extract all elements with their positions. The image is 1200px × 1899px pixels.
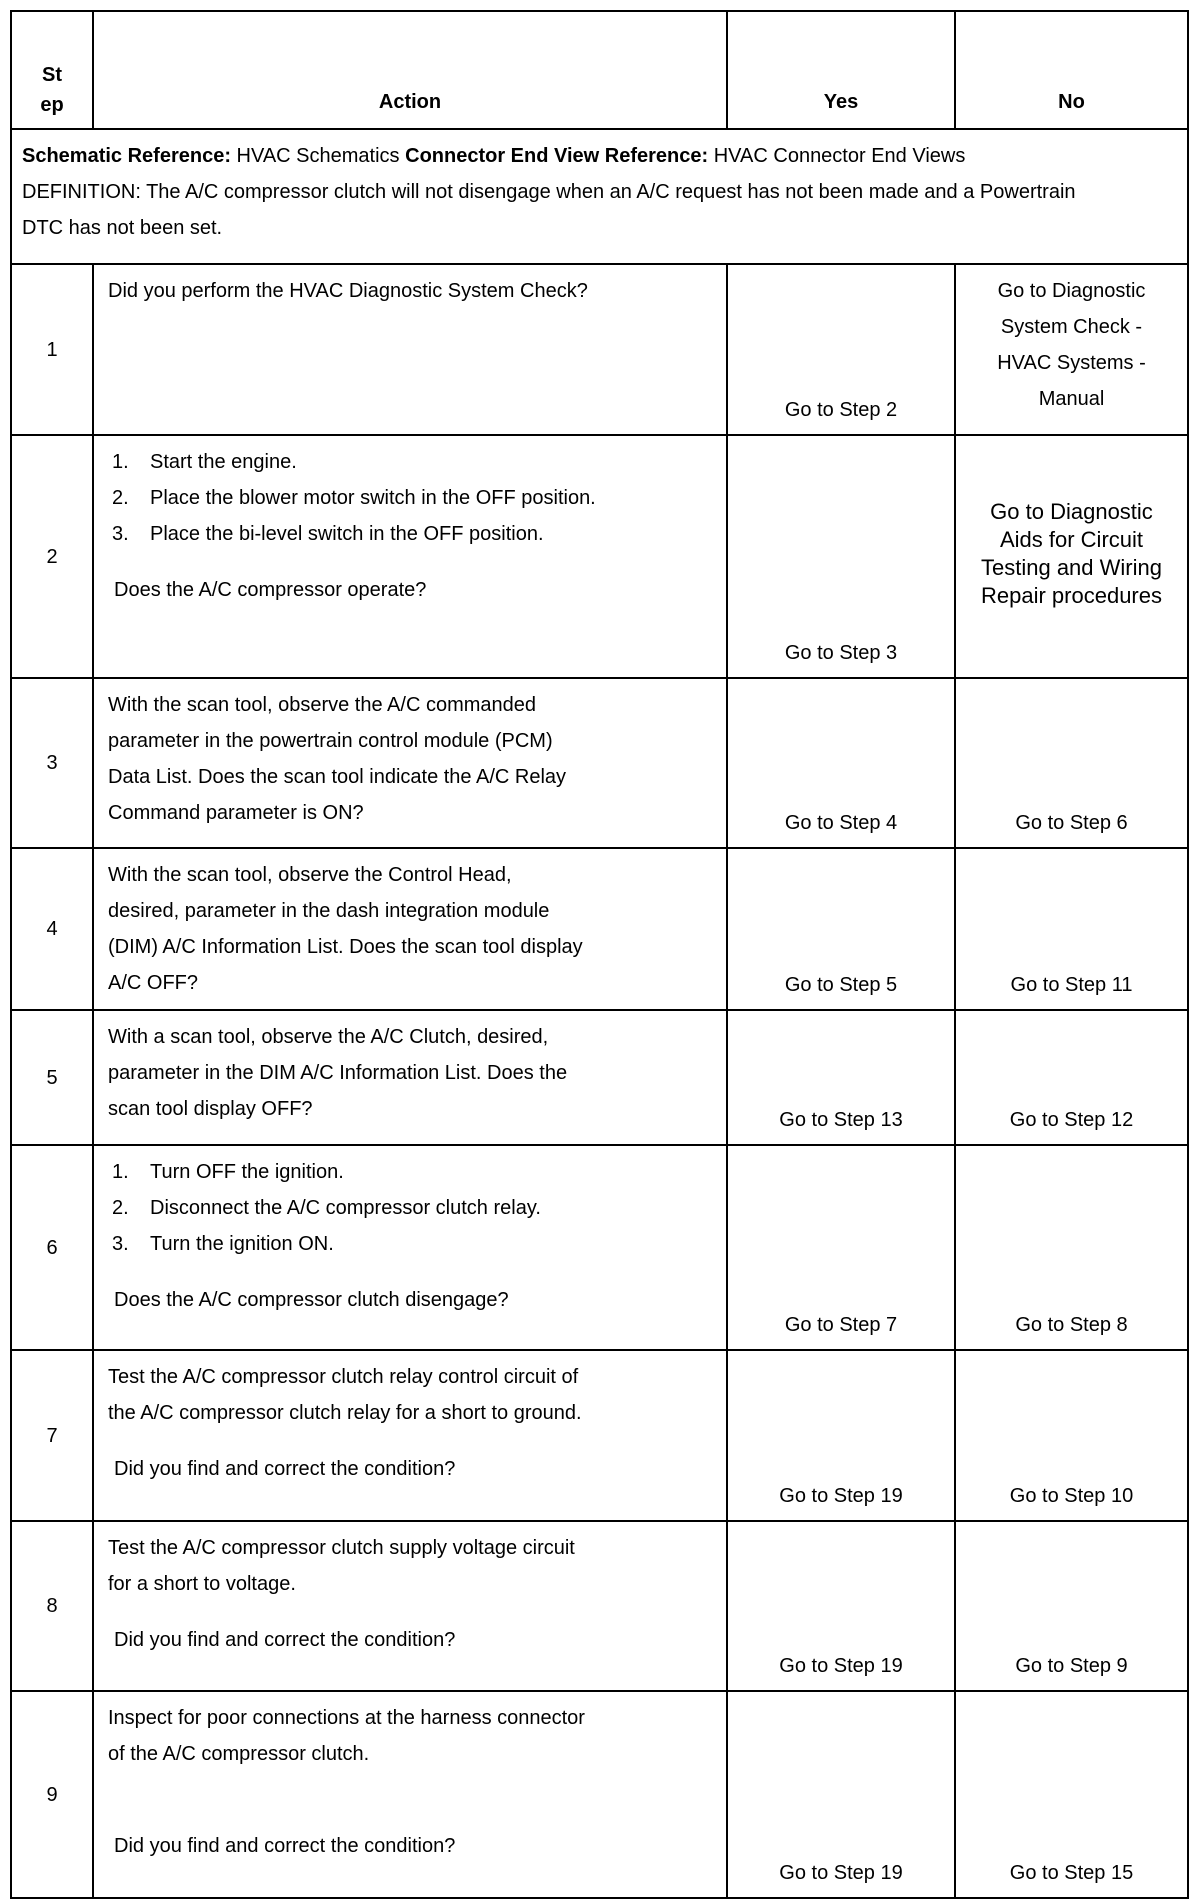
yes-link[interactable]: Go to Step 4 [727,678,955,848]
action-text: With a scan tool, observe the A/C Clutch, desired, parameter in the DIM A/C Information List. Does the scan tool display OFF? [108,1026,568,1120]
action-cell [93,264,727,435]
no-link[interactable]: Go to Step 12 [955,1010,1188,1145]
action-question: Does the A/C compressor clutch disengage? [114,1289,509,1311]
header-step: St ep [11,11,93,129]
connector-label: Connector End View Reference: [405,145,709,167]
no-link[interactable]: Go to Step 10 [955,1350,1188,1521]
reference-info [11,129,1188,264]
step-number: 8 [11,1521,93,1691]
step-number: 9 [11,1691,93,1898]
table-row [11,1521,1188,1691]
action-text: With the scan tool, observe the Control Head, desired, parameter in the dash integration module (DIM) A/C Information List. Does the scan tool display A/C OFF? [108,864,583,994]
action-text: Test the A/C compressor clutch supply voltage circuit for a short to voltage. [108,1537,575,1595]
header-action: Action [93,11,727,129]
action-cell [93,1145,727,1350]
action-text: Did you perform the HVAC Diagnostic System Check? [108,280,588,302]
action-cell [93,1010,727,1145]
yes-link[interactable]: Go to Step 7 [727,1145,955,1350]
yes-link[interactable]: Go to Step 19 [727,1521,955,1691]
action-question: Does the A/C compressor operate? [114,579,427,601]
action-step-item: 3. Turn the ignition ON. [112,1233,334,1255]
info-row [11,129,1188,264]
schematic-link[interactable]: HVAC Schematics [236,145,400,167]
yes-link[interactable]: Go to Step 19 [727,1350,955,1521]
schematic-label: Schematic Reference: [22,145,231,167]
action-text: With the scan tool, observe the A/C commanded parameter in the powertrain control module (PCM) Data List. Does the scan tool indicate the A/C Relay Command parameter is ON? [108,694,567,824]
header-yes: Yes [727,11,955,129]
action-step-item: 3. Place the bi-level switch in the OFF position. [112,523,544,545]
action-step-item: 1. Start the engine. [112,451,297,473]
diagnostic-table [10,10,1189,1899]
table-row [11,678,1188,848]
action-cell [93,678,727,848]
action-text: Inspect for poor connections at the harness connector of the A/C compressor clutch. [108,1707,585,1765]
connector-link[interactable]: HVAC Connector End Views [713,145,966,167]
action-step-item: 2. Disconnect the A/C compressor clutch relay. [112,1197,541,1219]
header-row [11,11,1188,129]
no-link[interactable]: Go to Step 11 [955,848,1188,1010]
table-row [11,1350,1188,1521]
no-link[interactable]: Go to Diagnostic Aids for Circuit Testing and Wiring Repair procedures [955,435,1188,678]
table-row [11,264,1188,435]
yes-link[interactable]: Go to Step 2 [727,264,955,435]
no-link[interactable]: Go to Step 6 [955,678,1188,848]
yes-link[interactable]: Go to Step 3 [727,435,955,678]
action-cell [93,848,727,1010]
no-link[interactable]: Go to Diagnostic System Check - HVAC Systems - Manual [955,264,1188,435]
step-number: 4 [11,848,93,1010]
step-number: 2 [11,435,93,678]
step-number: 7 [11,1350,93,1521]
action-question: Did you find and correct the condition? [114,1458,456,1480]
header-no: No [955,11,1188,129]
table-row [11,848,1188,1010]
yes-link[interactable]: Go to Step 19 [727,1691,955,1898]
action-cell [93,1521,727,1691]
action-cell [93,435,727,678]
step-number: 1 [11,264,93,435]
table-row [11,1145,1188,1350]
table-row [11,1691,1188,1898]
no-link[interactable]: Go to Step 8 [955,1145,1188,1350]
no-link[interactable]: Go to Step 9 [955,1521,1188,1691]
table-row [11,1010,1188,1145]
step-number: 6 [11,1145,93,1350]
table-row [11,435,1188,678]
action-question: Did you find and correct the condition? [114,1629,456,1651]
action-text: Test the A/C compressor clutch relay control circuit of the A/C compressor clutch relay for a short to ground. [108,1366,582,1424]
no-link[interactable]: Go to Step 15 [955,1691,1188,1898]
action-question: Did you find and correct the condition? [114,1835,456,1857]
step-number: 3 [11,678,93,848]
definition: DEFINITION: The A/C compressor clutch will not disengage when an A/C request has not been made and a Powertrain DTC has not been set. [22,181,1076,239]
yes-link[interactable]: Go to Step 13 [727,1010,955,1145]
yes-link[interactable]: Go to Step 5 [727,848,955,1010]
action-step-item: 2. Place the blower motor switch in the OFF position. [112,487,596,509]
step-number: 5 [11,1010,93,1145]
action-step-item: 1. Turn OFF the ignition. [112,1161,344,1183]
action-cell [93,1350,727,1521]
action-cell [93,1691,727,1898]
